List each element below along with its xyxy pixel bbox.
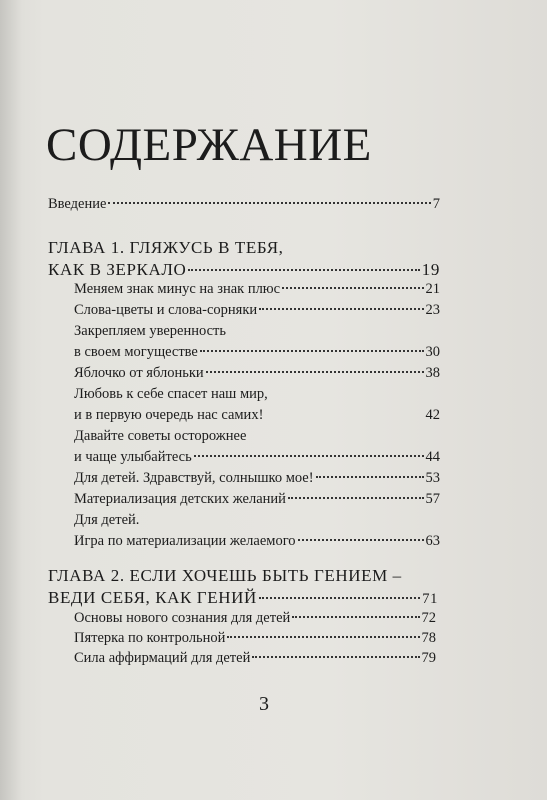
toc-entry: Слова-цветы и слова-сорняки 23 [74,302,440,318]
toc-entry-text: Введение [48,196,107,212]
leader-dots [194,455,424,457]
leader-dots [259,308,423,310]
toc-entry: Сила аффирмаций для детей 79 [74,650,436,666]
chapter-2-title-line-2: ВЕДИ СЕБЯ, КАК ГЕНИЙ 71 [48,588,438,607]
toc-entry-line: Закрепляем уверенность [74,323,226,339]
spine-shadow [0,0,22,800]
chapter-1-title-line-2: КАК В ЗЕРКАЛО 19 [48,260,440,279]
toc-entry: Для детей. Здравствуй, солнышко мое! 53 [74,470,440,486]
leader-dots [188,269,419,271]
leader-dots [298,539,424,541]
leader-dots [259,597,420,599]
chapter-1-title-line-1: ГЛАВА 1. ГЛЯЖУСЬ В ТЕБЯ, [48,238,284,257]
leader-dots [288,497,424,499]
toc-title: СОДЕРЖАНИЕ [46,119,372,171]
leader-dots [108,202,430,204]
leader-dots [200,350,424,352]
toc-entry: Материализация детских желаний 57 [74,491,440,507]
toc-entry-line: Давайте советы осторожнее [74,428,247,444]
toc-entry: и чаще улыбайтесь 44 [74,449,440,465]
toc-entry-page: 7 [432,196,440,212]
chapter-2-title-line-1: ГЛАВА 2. ЕСЛИ ХОЧЕШЬ БЫТЬ ГЕНИЕМ – [48,566,402,585]
toc-entry: и в первую очередь нас самих! 42 [74,407,440,423]
leader-dots [316,476,424,478]
toc-entry-intro [48,196,440,213]
toc-entry: Яблочко от яблоньки 38 [74,365,440,381]
chapter-1-page: 19 [421,260,440,279]
leader-dots [265,413,423,415]
toc-entry: Игра по материализации желаемого 63 [74,533,440,549]
leader-dots [282,287,423,289]
toc-entry: Меняем знак минус на знак плюс 21 [74,281,440,297]
toc-entry-line: Любовь к себе спасет наш мир, [74,386,268,402]
toc-entry: в своем могуществе 30 [74,344,440,360]
toc-entry-line: Для детей. [74,512,140,528]
toc-entry: Пятерка по контрольной 78 [74,630,436,646]
leader-dots [252,656,419,658]
leader-dots [292,616,419,618]
leader-dots [206,371,424,373]
toc-entry: Основы нового сознания для детей 72 [74,610,436,626]
chapter-2-page: 71 [422,591,438,607]
leader-dots [227,636,419,638]
page-number: 3 [259,693,269,715]
